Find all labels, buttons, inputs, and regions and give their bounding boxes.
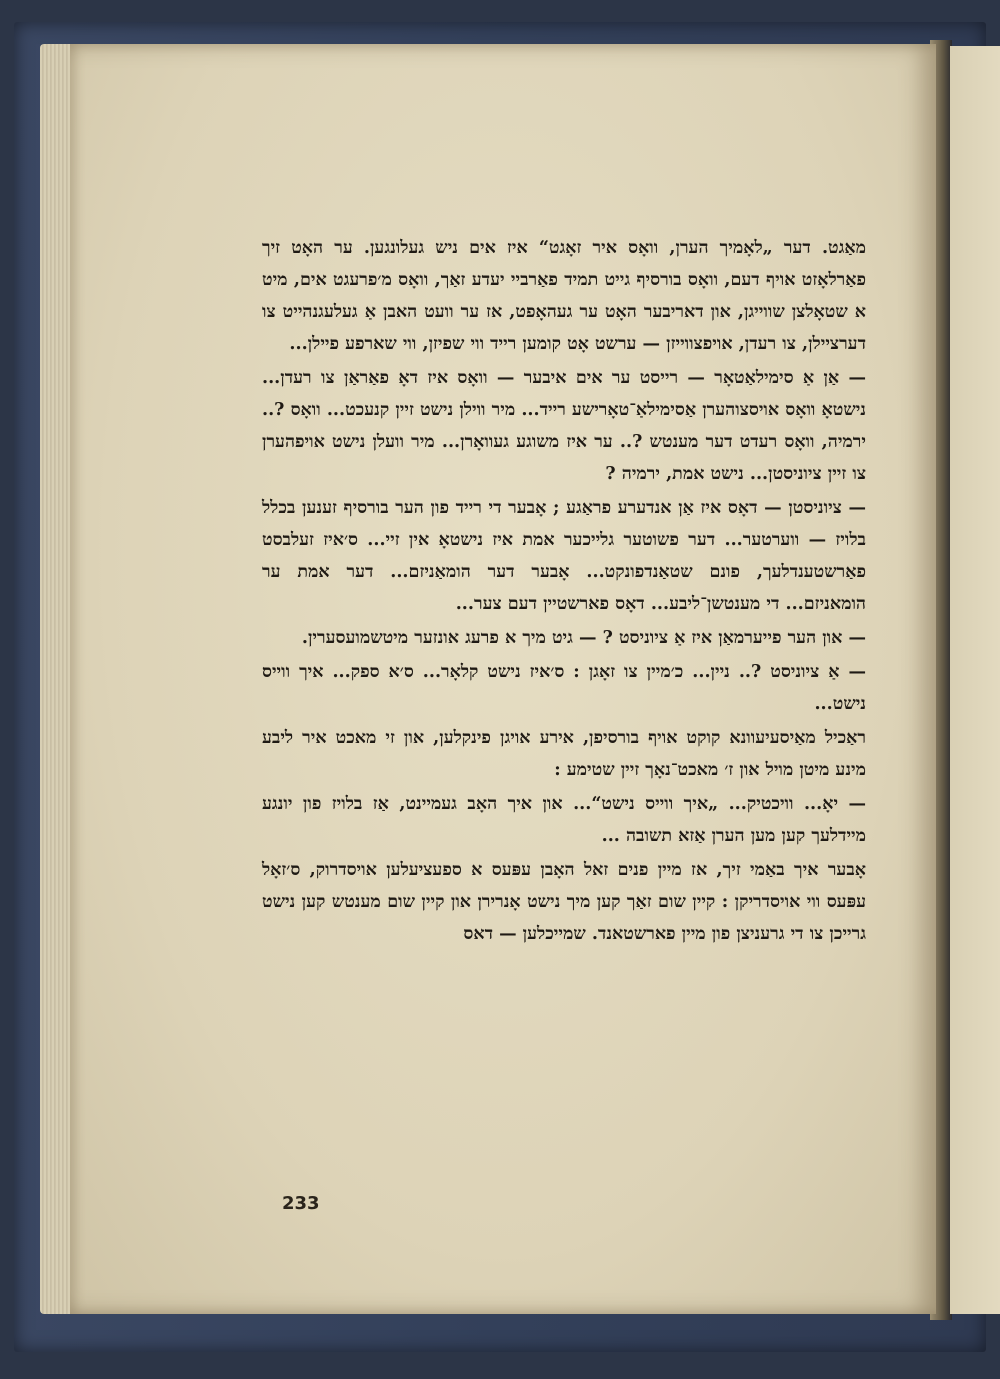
paragraph: ראַכיל מאַיסעיעוונא קוקט אויף בורסיפן, אירע אויגן פינקלען, און זי מאכט איר ליבע מינע מיטן מויל און ז׳ מאכט־נאָך זיין שטימע : bbox=[262, 728, 866, 780]
paragraph: מאַגט. דער „לאָמיך הערן, וואָס איר זאָגט“ איז אים ניש געלונגען. ער האָט זיך פאַרלאָזט אויף דעם, וואָס בורסיף גייט תמיד פאַרביי יעדע זאַך, וואָס מ׳פרעגט אים, מיט א שטאָלצן שווייגן, און דאריבער האָט ער געהאָפט, אז ער וועט האבן אַ געלעגנהייט צו דערציילן, צו רעדן, אויפצווייזן — ערשט אָט קומען רייד ווי שפיזן, ווי שארפע פיילן... bbox=[262, 238, 866, 354]
paragraph: — יאָ... וויכטיק... „איך ווייס נישט“... און איך האָב געמיינט, אַז בלויז פון יונגע מיידלעך קען מען הערן אַזא תשובה ... bbox=[262, 794, 866, 846]
page-number: 233 bbox=[282, 1193, 320, 1214]
page-edges bbox=[40, 44, 74, 1314]
page-text bbox=[262, 232, 866, 952]
facing-page-edge bbox=[950, 46, 1000, 1314]
paragraph: — ציוניסטן — דאָס איז אַן אנדערע פראַגע ; אָבער די רייד פון הער בורסיף זענען בכלל בלויז — ווערטער... דער פשוטער גלייכער אמת איז נישטאָ אין זיי... ס׳איז זעלבסט פאַרשטענדלעך, פונם שטאַנדפונקט... אָבער דער הומאַניזם... דער אמת ער הומאניזם... די מענטשן־ליבע... דאָס פארשטיין דעם צער... bbox=[262, 498, 866, 614]
paragraph: — און הער פייערמאַן איז אַ ציוניסט ? — גיט מיך א פרעג אונזער מיטשמועסערין. bbox=[301, 628, 866, 648]
paragraph: אָבער איך באַמי זיך, אז מיין פנים זאל האָבן עפּעס א ספעציעלען אויסדרוק, ס׳זאָל עפּעס ווי אויסדריקן : קיין שום זאַך קען מיך נישט אָנרירן און קיין שום מענטש קען נישט גרייכן צו די גרעניצן פון מיין פארשטאנד. שמייכלען — דאס bbox=[262, 860, 866, 944]
paragraph: — אַ ציוניסט ?.. ניין... כ׳מיין צו זאָגן : ס׳איז נישט קלאָר... ס׳א ספק... איך ווייס נישט... bbox=[262, 662, 866, 714]
paragraph: — אַן אַ סימילאַטאָר — רייסט ער אים איבער — וואָס איז דאָ פאַראַן צו רעדן... נישטאָ וואָס אויסצוהערן אַסימילאַ־טאָרישע רייד... מיר ווילן נישט זיין קנעכט... וואָס ?.. ירמיה, וואָס רעדט דער מענטש ?.. ער איז משוגע געוואָרן... מיר וועלן נישט אויפהערן צו זיין ציוניסטן... נישט אמת, ירמיה ? bbox=[262, 368, 866, 484]
